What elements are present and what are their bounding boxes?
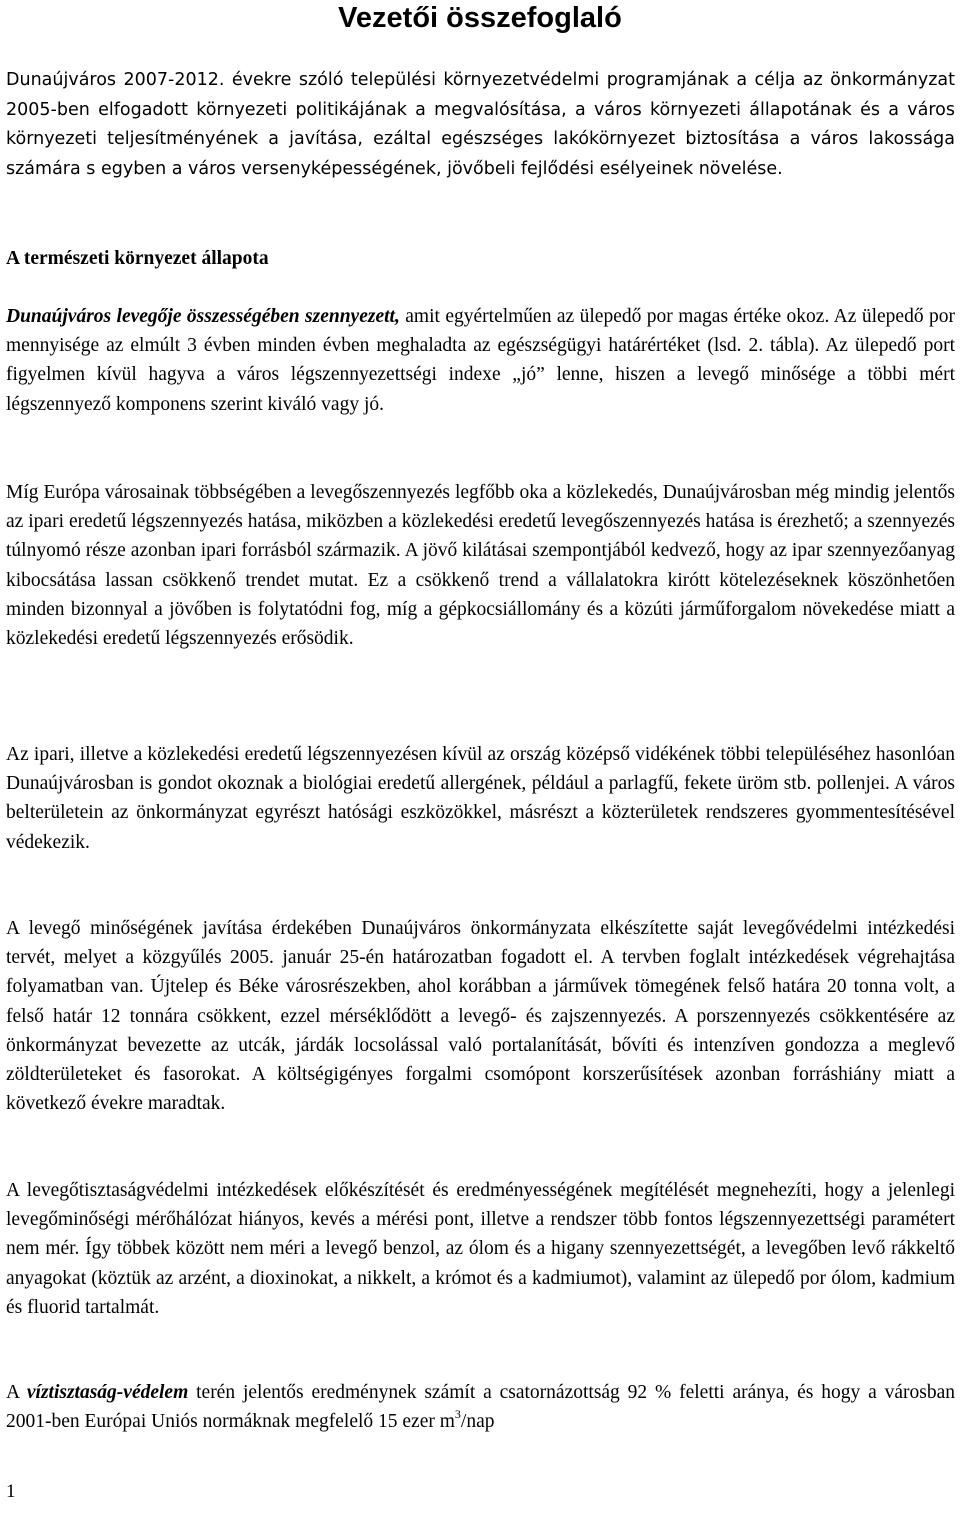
pollution-sources-paragraph: Míg Európa városainak többségében a levegőszennyezés legfőbb oka a közlekedés, Dunaújvárosban még mindig jelentős az ipari eredetű légszennyezés hatása, miközben a közlekedési eredetű levegőszennyezés hatása is érezhető; a szennyezés túlnyomó része azonban ipari forrásból származik. A jövő kilátásai szempontjából kedvező, hogy az ipar szennyezőanyag kibocsátása lassan csökkenő trendet mutat. Ez a csökkenő trend a vállalatokra kirótt kötelezéseknek köszönhetően minden bizonnyal a jövőben is folytatódni fog, míg a gépkocsiállomány és a közúti járműforgalom növekedése miatt a közlekedési eredetű légszennyezés erősödik. xyxy=(6,482,955,650)
water-protection-lead: A xyxy=(6,1382,27,1403)
water-protection-emphasis: víztisztaság-védelem xyxy=(26,1382,189,1403)
water-protection-tail: /nap xyxy=(460,1411,495,1433)
page-number: 1 xyxy=(6,1481,16,1502)
water-protection-text: terén jelentős eredménynek számít a csatornázottság 92 % feletti aránya, és hogy a városban 2001-ben Európai Uniós normáknak megfelelő 15 ezer m xyxy=(6,1382,955,1433)
air-protection-plan-paragraph: A levegő minőségének javítása érdekében Dunaújváros önkormányzata elkészítette saját levegővédelmi intézkedési tervét, melyet a közgyűlés 2005. január 25-én határozatban fogadott el. A tervben foglalt intézkedések végrehajtása folyamatban van. Újtelep és Béke városrészekben, ahol korábban a járművek tömegének felső határa 20 tonna volt, a felső határ 12 tonnára csökkent, ezzel mérséklődött a levegő- és zajszennyezés. A porszennyezés csökkentésére az önkormányzat bevezette az utcák, járdák locsolással való portalanítását, bővíti és intenzíven gondozza a meglevő zöldterületeket és fasorokat. A költségigényes forgalmi csomópont korszerűsítések azonban forráshiány miatt a következő évekre maradtak. xyxy=(6,918,955,1115)
intro-paragraph: Dunaújváros 2007-2012. évekre szóló települési környezetvédelmi programjának a célja az önkormányzat 2005-ben elfogadott környezeti politikájának a megvalósítása, a város környezeti állapotának és a város környezeti teljesítményének a javítása, ezáltal egészséges lakókörnyezet biztosítása a város lakossága számára s egyben a város versenyképességének, jövőbeli fejlődési esélyeinek növelése. xyxy=(6,70,955,179)
air-quality-paragraph xyxy=(6,302,955,419)
section-heading: A természeti környezet állapota xyxy=(6,248,269,269)
allergens-paragraph: Az ipari, illetve a közlekedési eredetű légszennyezésen kívül az ország középső vidékének többi településéhez hasonlóan Dunaújvárosban is gondot okoznak a biológiai eredetű allergének, például a parlagfű, fekete üröm stb. pollenjei. A város belterületein az önkormányzat egyrészt hatósági eszközökkel, másrészt a közterületek rendszeres gyommentesítésével védekezik. xyxy=(6,744,955,853)
cubic-superscript: 3 xyxy=(454,1407,461,1422)
monitoring-network-paragraph: A levegőtisztaságvédelmi intézkedések előkészítését és eredményességének megítélését megnehezíti, hogy a jelenlegi levegőminőségi mérőhálózat hiányos, kevés a mérési pont, illetve a rendszer több fontos légszennyezettségi paramétert nem mér. Így többek között nem méri a levegő benzol, az ólom és a higany szennyezettségét, a levegőben levő rákkeltő anyagokat (köztük az arzént, a dioxinokat, a nikkelt, a krómot és a kadmiumot), valamint az ülepedő por ólom, kadmium és fluorid tartalmát. xyxy=(6,1180,955,1318)
air-quality-emphasis: Dunaújváros levegője összességében szennyezett, xyxy=(6,306,400,327)
page-title: Vezetői összefoglaló xyxy=(338,2,622,34)
air-quality-text: amit egyértelműen az ülepedő por magas értéke okoz. Az ülepedő por mennyisége az elmúlt 3 évben minden évben meghaladta az egészségügyi határértéket (lsd. 2. tábla). Az ülepedő port figyelmen kívül hagyva a város légszennyezettségi indexe „jó” lenne, hiszen a levegő minősége a többi mért légszennyező komponens szerint kiváló vagy jó. xyxy=(6,306,955,415)
water-protection-paragraph xyxy=(6,1378,955,1436)
